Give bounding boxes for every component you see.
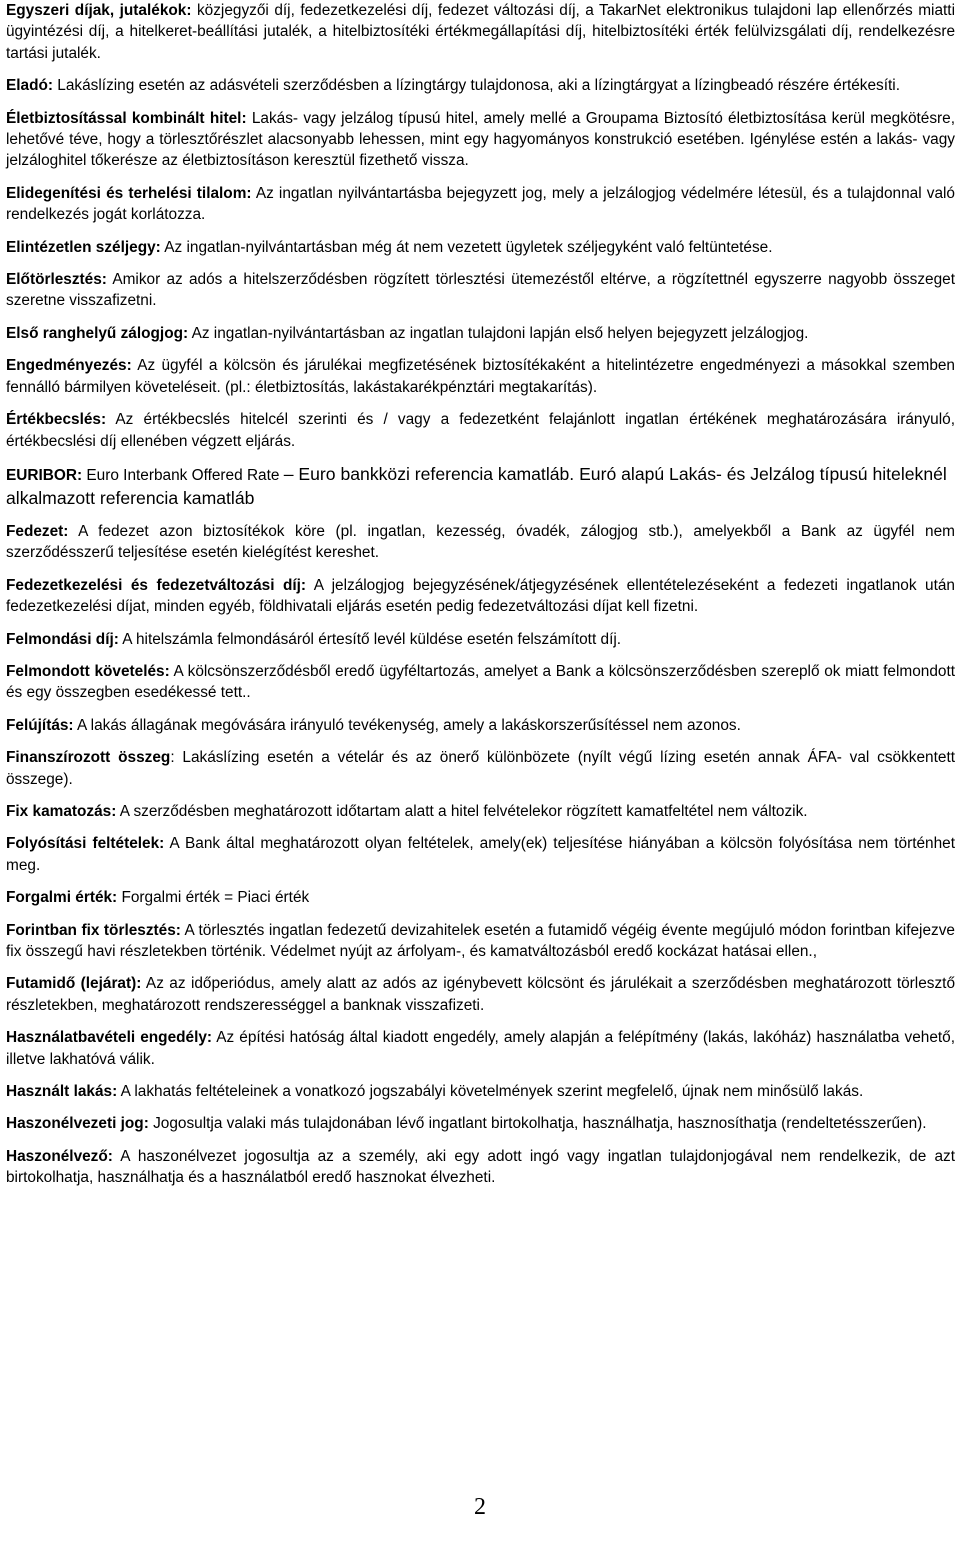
- glossary-entry: [6, 355, 955, 398]
- glossary-definition: A hitelszámla felmondásáról értesítő levél küldése esetén felszámított díj.: [118, 630, 622, 648]
- glossary-definition: A kölcsönszerződésből eredő ügyféltartozás, amelyet a Bank a kölcsönszerződésben szereplő ok miatt felmondott és egy összegben esedékessé tett..: [6, 662, 956, 702]
- glossary-entry: [6, 661, 955, 704]
- glossary-entry: [6, 108, 955, 172]
- glossary-term: Egyszeri díjak, jutalékok:: [6, 2, 192, 19]
- glossary-term: Eladó:: [6, 77, 54, 95]
- glossary-entry: [6, 833, 955, 876]
- glossary-entry: [6, 183, 955, 226]
- glossary-entry: [6, 409, 955, 452]
- glossary-definition: Az az időperiódus, amely alatt az adós az igénybevett kölcsönt és járulékait a szerződésben meghatározott törlesztő részletekben, meghatározott rendszerességgel a banknak visszafizeti.: [6, 975, 955, 1014]
- glossary-term: EURIBOR:: [6, 466, 83, 484]
- glossary-definition: Az ingatlan nyilvántartásba bejegyzett jog, mely a jelzálogjog védelmére létesül, és a tulajdonnal való rendelkezés jogát korlátozza.: [6, 184, 955, 224]
- glossary-definition: Lakás- vagy jelzálog típusú hitel, amely mellé a Groupama Biztosító életbiztosítása kerül megkötésre, lehetővé téve, hogy a törlesztőrészlet alacsonyabb lehessen, mint egy hagyományos konstrukció esetében. Igénylése estén a lakás- vagy jelzáloghitel tőkerésze az életbiztosításon keresztül fizethető vissza.: [6, 109, 955, 170]
- glossary-term: Felmondott követelés:: [6, 662, 170, 680]
- glossary-definition: Lakáslízing esetén az adásvételi szerződésben a lízingtárgy tulajdonosa, aki a lízingtárgyat a lízingbeadó részére értékesíti.: [53, 77, 901, 95]
- glossary-term: Első ranghelyű zálogjog:: [6, 324, 189, 342]
- glossary-entry: [6, 715, 955, 736]
- glossary-term: Előtörlesztés:: [6, 271, 107, 289]
- glossary-term: Életbiztosítással kombinált hitel:: [6, 109, 247, 127]
- glossary-definition: Az ingatlan-nyilvántartásban az ingatlan tulajdoni lapján első helyen bejegyzett jelzálogjog.: [188, 324, 809, 342]
- glossary-term: Finanszírozott összeg: [6, 749, 171, 767]
- glossary-term: Haszonélvező:: [6, 1147, 113, 1165]
- glossary-term: Futamidő (lejárat):: [6, 975, 142, 993]
- glossary-term: Fix kamatozás:: [6, 802, 117, 820]
- glossary-term: Fedezetkezelési és fedezetváltozási díj:: [6, 576, 307, 594]
- glossary-definition: A haszonélvezet jogosultja az a személy, aki egy adott ingó vagy ingatlan tulajdonjogával nem rendelkezik, de azt birtokolhatja, használhatja és a használatból eredő hasznokat élvezheti.: [6, 1147, 955, 1187]
- glossary-term: Felmondási díj:: [6, 630, 119, 648]
- glossary-entry: [6, 269, 955, 312]
- glossary-definition: Az ügyfél a kölcsön és járulékai megfizetésének biztosítékaként a hitelintézetre engedményezi a másokkal szemben fennálló bármilyen követeléseit. (pl.: életbiztosítás, lakástakarékpénztári megtakarítás).: [6, 357, 955, 396]
- glossary-term: Használatbavételi engedély:: [6, 1029, 213, 1047]
- glossary-definition: Amikor az adós a hitelszerződésben rögzített törlesztési ütemezéstől eltérve, a rögzítettnél egyszerre nagyobb összeget szeretne visszafizetni.: [6, 271, 955, 310]
- glossary-entry: [6, 1146, 955, 1189]
- glossary-definition: A szerződésben meghatározott időtartam alatt a hitel felvételekor rögzített kamatfeltétel nem változik.: [116, 802, 808, 820]
- glossary-entry: [6, 521, 955, 564]
- glossary-term: Elidegenítési és terhelési tilalom:: [6, 184, 252, 202]
- glossary-entry: [6, 463, 955, 510]
- glossary-definition: A fedezet azon biztosítékok köre (pl. ingatlan, kezesség, óvadék, zálogjog stb.), amelyekből a Bank az ügyfél nem szerződésszerű teljesítése esetén kielégítést kereshet.: [6, 522, 955, 562]
- glossary-term: Haszonélvezeti jog:: [6, 1115, 149, 1133]
- glossary-entry: [6, 629, 955, 650]
- glossary-term: Használt lakás:: [6, 1083, 118, 1101]
- glossary-entry: [6, 747, 955, 790]
- glossary-entry: [6, 1081, 955, 1102]
- glossary-entry: [6, 1113, 955, 1134]
- glossary-expansion: Euro Interbank Offered Rate: [82, 466, 284, 484]
- glossary-definition: : Lakáslízing esetén a vételár és az önerő különbözete (nyílt végű lízing esetén annak ÁFA- val csökkentett összege).: [6, 749, 956, 788]
- glossary-definition: – Euro bankközi referencia kamatláb. Euró alapú Lakás- és Jelzálog típusú hiteleknél alkalmazott referencia kamatláb: [6, 463, 947, 508]
- glossary-definition: Az értékbecslés hitelcél szerinti és / vagy a fedezetként felajánlott ingatlan értékének meghatározására irányuló, értékbecslési díj ellenében végzett eljárás.: [6, 411, 955, 450]
- glossary-entry: [6, 973, 955, 1016]
- glossary-term: Forgalmi érték:: [6, 889, 118, 907]
- glossary-entry: [6, 237, 955, 258]
- glossary-document: [6, 0, 955, 1200]
- glossary-definition: közjegyzői díj, fedezetkezelési díj, fedezet változási díj, a TakarNet elektronikus tulajdoni lap ellenőrzés miatti ügyintézési díj, a hitelkeret-beállítási jutalék, a hitelbiztosítéki értékmegállapítási díj, hitelbiztosítéki érték felülvizsgálati díj, rendelkezésre tartási jutalék.: [6, 2, 955, 62]
- glossary-entry: [6, 0, 955, 64]
- glossary-definition: Forgalmi érték = Piaci érték: [117, 889, 310, 907]
- glossary-term: Értékbecslés:: [6, 411, 107, 429]
- glossary-definition: Az építési hatóság által kiadott engedély, amely alapján a felépítmény (lakás, lakóház) használatba vehető, illetve lakhatóvá válik.: [6, 1029, 955, 1068]
- glossary-definition: A lakhatás feltételeinek a vonatkozó jogszabályi követelmények szerint megfelelő, újnak nem minősülő lakás.: [117, 1083, 864, 1101]
- glossary-definition: A Bank által meghatározott olyan feltételek, amely(ek) teljesítése hiányában a kölcsön folyósítása nem történhet meg.: [6, 835, 955, 874]
- glossary-term: Elintézetlen széljegy:: [6, 238, 161, 256]
- glossary-entry: [6, 887, 955, 908]
- glossary-definition: Jogosultja valaki más tulajdonában lévő ingatlant birtokolhatja, használhatja, hasznosíthatja (rendeltetésszerűen).: [148, 1115, 927, 1133]
- page-number: 2: [474, 1494, 486, 1520]
- glossary-term: Engedményezés:: [6, 357, 132, 375]
- glossary-definition: A jelzálogjog bejegyzésének/átjegyzésének ellentételezéseként a fedezeti ingatlanok után fedezetkezelési díjat, minden egyéb, földhivatali eljárás esetén pedig fedezetváltozási díjat kell fizetni.: [6, 576, 955, 616]
- glossary-entry: [6, 75, 955, 96]
- glossary-term: Forintban fix törlesztés:: [6, 921, 181, 939]
- glossary-term: Felújítás:: [6, 716, 74, 734]
- glossary-entry: [6, 323, 955, 344]
- glossary-term: Folyósítási feltételek:: [6, 835, 165, 853]
- glossary-entry: [6, 801, 955, 822]
- glossary-term: Fedezet:: [6, 522, 69, 540]
- glossary-entry: [6, 1027, 955, 1070]
- glossary-definition: A lakás állagának megóvására irányuló tevékenység, amely a lakáskorszerűsítéssel nem azonos.: [73, 716, 741, 734]
- glossary-definition: Az ingatlan-nyilvántartásban még át nem vezetett ügyletek széljegyként való feltüntetése.: [160, 238, 773, 256]
- glossary-definition: A törlesztés ingatlan fedezetű devizahitelek esetén a futamidő végéig évente megújuló módon forintban kifejezve fix összegű havi részletekben történik. Védelmet nyújt az árfolyam-, és kamatváltozásból eredő kockázat hatásai ellen.,: [6, 921, 955, 960]
- glossary-entry: [6, 920, 955, 963]
- glossary-entry: [6, 575, 955, 618]
